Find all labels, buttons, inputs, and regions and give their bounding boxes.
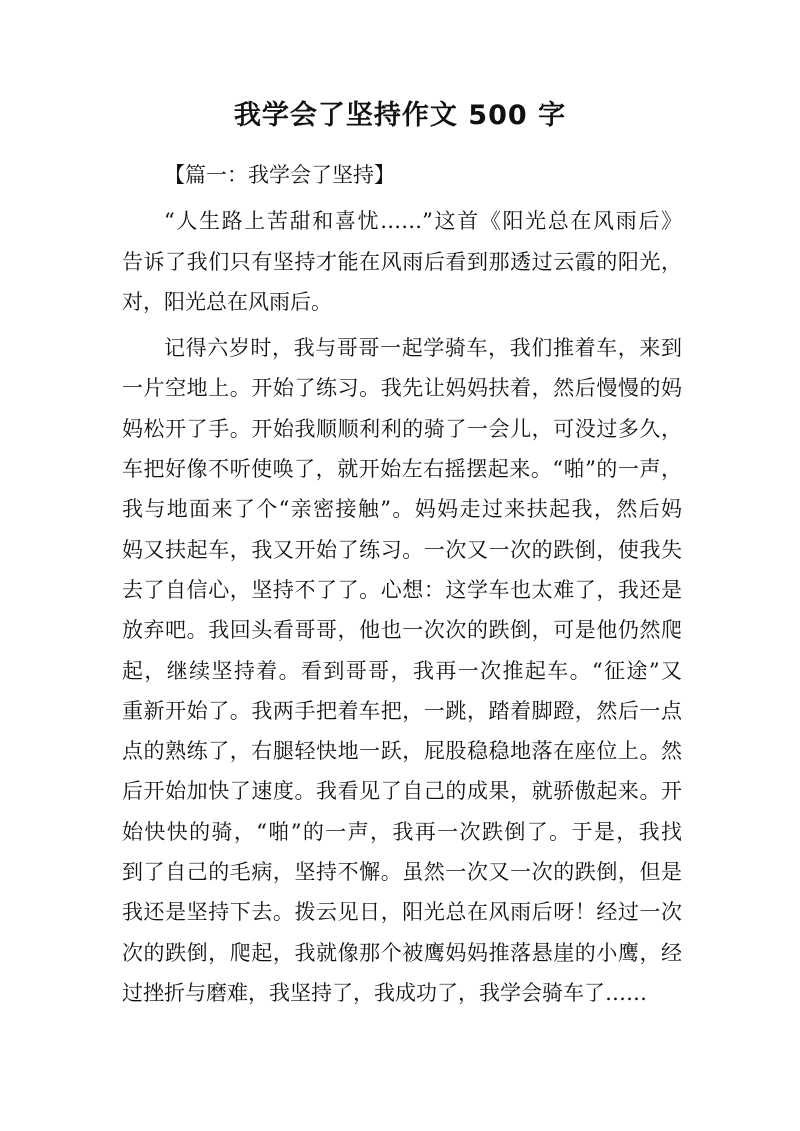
paragraph-line: 过挫折与磨难，我坚持了，我成功了，我学会骑车了…… — [122, 980, 647, 1005]
paragraph-line: 始快快的骑，“啪”的一声，我再一次跌倒了。于是，我找 — [122, 819, 682, 844]
paragraph-line: 我与地面来了个“亲密接触”。妈妈走过来扶起我，然后妈 — [122, 497, 682, 522]
document-body — [122, 155, 682, 1013]
paragraph-line: 一片空地上。开始了练习。我先让妈妈扶着，然后慢慢的妈 — [122, 376, 682, 401]
paragraph-line: “人生路上苦甜和喜忧……”这首《阳光总在风雨后》 — [164, 209, 682, 234]
paragraph-line: 记得六岁时，我与哥哥一起学骑车，我们推着车，来到 — [164, 336, 682, 361]
paragraph-1 — [122, 201, 682, 322]
paragraph-line: 我还是坚持下去。拨云见日，阳光总在风雨后呀！经过一次 — [122, 900, 682, 925]
paragraph-2 — [122, 328, 682, 1013]
paragraph-line: 告诉了我们只有坚持才能在风雨后看到那透过云霞的阳光， — [122, 249, 682, 274]
paragraph-line: 点的熟练了，右腿轻快地一跃，屁股稳稳地落在座位上。然 — [122, 739, 682, 764]
paragraph-line: 车把好像不听使唤了，就开始左右摇摆起来。“啪”的一声， — [122, 457, 682, 482]
paragraph-line: 妈又扶起车，我又开始了练习。一次又一次的跌倒，使我失 — [122, 537, 682, 562]
paragraph-line: 后开始加快了速度。我看见了自己的成果，就骄傲起来。开 — [122, 779, 682, 804]
paragraph-line: 起，继续坚持着。看到哥哥，我再一次推起车。“征途”又 — [122, 658, 682, 683]
document-title: 我学会了坚持作文 500 字 — [233, 100, 567, 131]
paragraph-line: 重新开始了。我两手把着车把，一跳，踏着脚蹬，然后一点 — [122, 698, 682, 723]
paragraph-line: 次的跌倒，爬起，我就像那个被鹰妈妈推落悬崖的小鹰，经 — [122, 940, 682, 965]
section-heading — [122, 155, 682, 195]
paragraph-line: 放弃吧。我回头看哥哥，他也一次次的跌倒，可是他仍然爬 — [122, 618, 682, 643]
section-heading-text: 【篇一：我学会了坚持】 — [164, 163, 395, 187]
paragraph-line: 去了自信心，坚持不了了。心想：这学车也太难了，我还是 — [122, 577, 682, 602]
paragraph-line: 到了自己的毛病，坚持不懈。虽然一次又一次的跌倒，但是 — [122, 860, 682, 885]
paragraph-line: 妈松开了手。开始我顺顺利利的骑了一会儿，可没过多久， — [122, 416, 682, 441]
paragraph-line: 对，阳光总在风雨后。 — [122, 289, 332, 314]
